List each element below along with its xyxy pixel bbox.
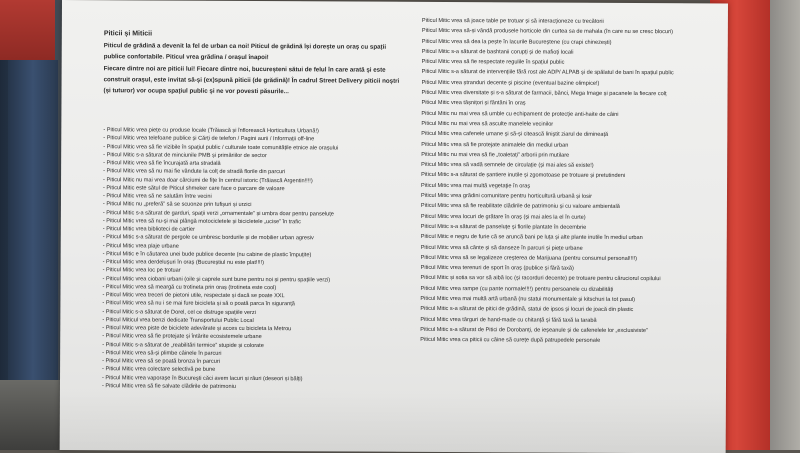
list-item: - Piticul Mitic vrea să meargă cu trotineta prin oraș (trotineta este cool) xyxy=(102,283,277,291)
list-item: - Piticul Mitic nu „preferă” să se scuonze prin tufișuri și urzici xyxy=(102,201,252,209)
list-item: Piticul Mitic nu mai vrea să umble cu echipament de protecție anti-haite de câini xyxy=(421,110,619,118)
list-item: - Piticul Mitic vrea să fie protejate și întărite ecosistemele urbane xyxy=(102,333,262,341)
list-item: Piticul Mitic s-a săturat de panseluțe și florile plantate în decembrie xyxy=(420,223,587,231)
background-person-arm xyxy=(0,0,55,60)
list-item: - Piticul Mitic vrea să-și plimbe câinele în parcuri xyxy=(102,349,222,357)
list-item: Piticul Mitic s-a săturat de șantiere inutile și zgomotoase pe trotuare și pretutindeni xyxy=(421,172,626,180)
list-item: Piticul Mitic e negru de furie că se aruncă bani pe luța și alte plante inutile în mediul urban xyxy=(420,234,643,242)
background-right-wall xyxy=(770,0,800,450)
list-item: Piticul Mitic nu mai vrea să fie „toaletați” arborii prin mutilare xyxy=(421,151,570,159)
list-item: - Piticul Mitic s-a săturat de „reabilitări termice” stupide și colorate xyxy=(102,341,264,349)
list-item: Piticul Mitic vrea să fie respectate regulile în spațiul public xyxy=(421,59,565,66)
right-column xyxy=(420,16,722,347)
list-item: - Piticul Mitic vrea să nu-și mai plângă motocicletele și bicicletele „ucise” în trafic xyxy=(102,217,301,226)
list-item: - Piticul Mitic s-a săturat de Dorel, cel ce distruge spațiile verzi xyxy=(102,308,256,316)
left-column xyxy=(102,30,404,392)
list-item: Piticul Mitic s-a săturat de pitici de grădină, statui de ipsos și locuri de joacă din plastic xyxy=(420,306,634,314)
list-item: - Piticul Mitic este sătul de Piticul shmeker care face o parcare de valoare xyxy=(103,184,285,192)
intro-text xyxy=(103,40,403,98)
left-item-list xyxy=(102,126,403,392)
list-item: - Piticul Mitic vrea derdelușuri în oraș (Bucureștiul nu este plat!!!!) xyxy=(102,259,265,267)
list-item: Piticul Mitic nu mai vrea să asculte manelele vecinilor xyxy=(421,120,554,128)
list-item: - Piticul Mitic vrea să ne salutăm între vecini xyxy=(102,193,212,200)
list-item: - Piticul Mitic e în căutarea unei bude publice decente (nu cabine de plastic împuțite) xyxy=(102,250,312,259)
list-item: - Piticul Mitic vrea să fie vizibile în spațiul public / culturale toate comunitățile etnice ale orașului xyxy=(103,143,339,151)
list-item: - Piticul Mitic vrea colectare selectivă pe bune xyxy=(102,366,216,374)
list-item: Piticul Mitic vrea ca piticii cu câine să curețe după patrupedele personale xyxy=(420,337,601,345)
list-item: - Piticul Mitic vrea să nu i se mai fure bicicleta și să o poată parca în siguranță xyxy=(102,300,295,308)
list-item: Piticul Mitic vrea mai multă artă urbană (nu statui monumentale și kitschuri la tot pasul) xyxy=(420,295,635,304)
list-item: Piticul Mitic vrea să-și vândă produsele horticole din curtea sa de mahala (în care nu se cresc blocuri) xyxy=(421,28,674,36)
intro-paragraph-2: Fiecare dintre noi are piticii lui! Fiecare dintre noi, bucureșteni sătui de felul în care arată și este construit orașul, este invitat să-și (ex)spună piticii (de grădină)! În cadrul Street Delivery piticii noștri (și tuturor) vor ocupa spațiul public și ne vor povesti păsurile... xyxy=(103,65,400,96)
list-item: - Piticul Mitic vrea loc pe trotuar xyxy=(102,267,181,274)
list-item: Piticul Mitic vrea să fie protejate animalele din mediul urban xyxy=(421,141,569,149)
list-item: - Piticul Mitic s-a săturat de minciunile PMB și primăriilor de sector xyxy=(103,151,267,159)
list-item: Piticul Mitic vrea să fie reabilitate clădirile de patrimoniu și cu valoare ambientală xyxy=(420,203,620,211)
paper-sheet xyxy=(60,0,728,453)
list-item: Piticul Mitic vrea târguri de hand-made cu chitanță și fără taxă la tarabă xyxy=(420,316,597,324)
list-item: - Piticul Mitic vrea plaje urbane xyxy=(102,242,179,250)
list-item: - Piticul Mitic vrea să se poată bronza în parcuri xyxy=(102,358,220,365)
list-item: - Piticul Mitic vrea să nu mai fie vândute la colț de stradă florile din parcuri xyxy=(103,168,286,176)
list-item: - Piticul Mitic vrea să fie salvate clădirile de patrimoniu xyxy=(101,382,236,390)
list-item: Piticul Mitic vrea să se legalizeze creșterea de Marijuana (pentru consumul personal!!!!) xyxy=(420,254,638,262)
list-item: - Piticul Mitic vrea vaporașe în București căci avem lacuri și râuri (deseori și bălți) xyxy=(102,374,303,382)
list-item: - Piticul Mitic vrea treceri de pietoni utile, respectate și dacă se poate XXL xyxy=(102,292,285,300)
list-item: - Piticul Mitic vrea piețe cu produse locale (Trăiască și înflorească Horticultura Urbană!) xyxy=(103,127,319,135)
background-person-shoe xyxy=(0,380,60,450)
intro-paragraph-1: Piticul de grădină a devenit la fel de urban ca noi! Piticul de grădină își dorește un oraș cu spații publice confortabile. Piticul vrea grădina / orașul înapoi! xyxy=(103,42,387,62)
list-item: Piticul Mitic vrea diversitate și s-a săturat de farmacii, bănci, Mega Image și pacanele la fiecare colț xyxy=(421,89,667,98)
list-item: Piticul Mitic vrea locuri de grătare în oraș (și mai ales la el în curte) xyxy=(420,213,586,221)
list-item: Piticul Mitic vrea să dea la pește în lacurile Bucureștene (cu crapi chinezești) xyxy=(421,38,612,46)
list-item: - Piticul Mitic vrea piste de biciclete adevărate și acces cu bicicleta la Metrou xyxy=(102,325,292,333)
list-item: - Piticul Mitic vrea biblioteci de cartier xyxy=(102,226,195,233)
background-person-leg xyxy=(8,60,58,390)
right-item-list xyxy=(420,16,722,347)
list-item: Piticul Mitic s-a săturat de bashtanii corupți și de mafioți locali xyxy=(421,48,574,56)
list-item: Piticul Mitic vrea tâșnițori și fântâni în oraș xyxy=(421,100,526,107)
list-item: - Piticul Mitic vrea ciobani urbani (oile și caprele sunt bune pentru noi și pentru spațiile verzi) xyxy=(102,275,331,283)
list-item: Piticul Mitic vrea ștranduri decente și piscine (eventual bazine olimpice!) xyxy=(421,79,600,87)
list-item: Piticul Mitic vrea să cânte și să danseze în parcuri și piețe urbane xyxy=(420,244,583,252)
list-item: Piticul Mitic s-a săturat de intervențiile fără rost ale ADP/ ALPAB și de spălatul de bani în spațiul public xyxy=(421,69,674,77)
list-item: Piticul Mitic s-a săturat de Pitici de Dorobanți, de ieșeanule și de cafenelele lor „exclusiviste” xyxy=(420,326,648,334)
list-item: Piticul Mitic vrea cafenele umane și să-și citească liniștit ziarul de dimineață xyxy=(421,131,609,139)
list-item: - Piticul Mitic s-a săturat de pergole ce umbresc bordurile și de mobilier urban agresiv xyxy=(102,234,314,242)
list-item: Piticul Mitic vrea mai multă vegetație în oraș xyxy=(421,182,531,190)
document-title: Piticii și Miticii xyxy=(103,30,153,38)
list-item: Piticul Mitic vrea terenuri de sport în oraș (publice și fără taxă) xyxy=(420,265,574,272)
list-item: Piticul Mitic vrea grădini comunitare pentru horticultură urbană și losir xyxy=(420,192,592,200)
list-item: - Piticul Mitic vrea telefoane publice și Cărți de telefon / Pagini aurii / Informații off-line xyxy=(103,135,315,143)
list-item: - Piticul Miticul vrea benzi dedicate Transportului Public Local xyxy=(102,316,254,324)
list-item: Piticul Mitic și sotia sa vor să aibă loc (și racorduri decente) pe trotuare pentru căruciorul copilului xyxy=(420,275,661,283)
list-item: - Piticul Mitic nu mai vrea doar cârciumi de fițe în centrul istoric (Trăiască Argentin!!!!) xyxy=(103,176,313,184)
list-item: - Piticul Mitic vrea să fie încurajată arta stradală xyxy=(103,160,221,167)
list-item: Piticul Mitic vrea să vadă semnele de circulație (și mai ales să existe!) xyxy=(421,162,594,169)
list-item: Piticul Mitic vrea să joace table pe trotuar și să interacționeze cu trecătorii xyxy=(421,17,604,25)
list-item: Piticul Mitic vrea rampe (cu pante normale!!!!) pentru persoanele cu dizabilități xyxy=(420,285,614,293)
paper-shade xyxy=(60,390,726,453)
list-item: - Piticul Mitic s-a săturat de garduri, spații verzi „ornamentale” și umbra doar pentru panseluțe xyxy=(102,209,334,217)
